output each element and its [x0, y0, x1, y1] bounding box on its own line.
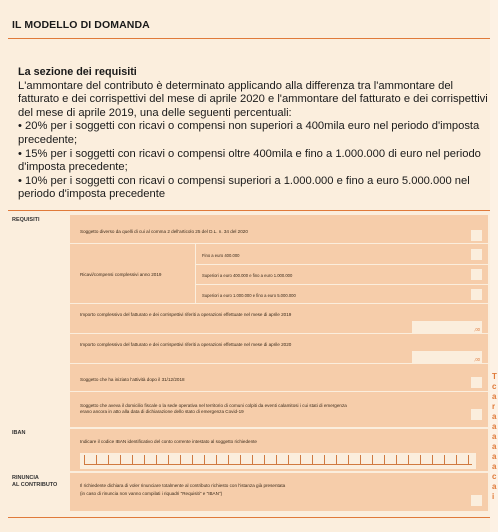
requisiti-row-text: Importo complessivo del fatturato e dei corrispettivi riferiti a operazioni effettuate nel mese di aprile 2020 [80, 342, 292, 347]
amount-input-aprile-2019[interactable] [412, 321, 482, 333]
checkbox-ricavi-1000000-5000000[interactable] [471, 289, 482, 300]
iban-box [70, 429, 488, 471]
requisiti-row-text: Soggetto che ha iniziato l'attività dopo il 31/12/2018 [80, 377, 185, 382]
requisiti-row-ricavi [70, 243, 488, 304]
bullet-10: • 10% per i soggetti con ricavi o compensi superiori a 1.000.000 e fino a euro 5.000.000 nel periodo d'imposta precedente [18, 174, 470, 201]
checkbox-soggetto-diverso[interactable] [471, 230, 482, 241]
bullet-20: • 20% per i soggetti con ricavi o compensi non superiori a 400mila euro nel periodo d'imposta precedente; [18, 120, 480, 146]
requisiti-row-inizio-attivita [70, 363, 488, 392]
ricavi-option-label: Fino a euro 400.000 [202, 253, 240, 258]
requisiti-label: REQUISITI [12, 217, 40, 223]
requisiti-row-text: Soggetto che aveva il domicilio fiscale o la sede operativa nel territorio di comuni colpiti da eventi calamitosi i cui stati di emergenza erano ancora in atto alla data di dichiarazione dello stato di emergenza Covid-19 [80, 403, 347, 414]
divider [195, 244, 196, 304]
checkbox-ricavi-400000-1000000[interactable] [471, 269, 482, 280]
application-form [8, 210, 490, 518]
cents-label: ,00 [474, 327, 480, 332]
requisiti-row-text: Soggetto diverso da quelli di cui al comma 2 dell'articolo 25 del D.L. n. 34 del 2020 [80, 229, 248, 234]
section-title: IL MODELLO DI DOMANDA [12, 19, 150, 31]
iban-input[interactable] [80, 453, 476, 469]
side-text-fragment [492, 372, 498, 502]
rinuncia-box [70, 473, 488, 511]
iban-baseline [84, 464, 472, 465]
requisiti-row-eventi-calamitosi [70, 391, 488, 428]
intro-paragraph: L'ammontare del contributo è determinato applicando alla differenza tra l'ammontare del fatturato e dei corrispettivi del mese di aprile 2020 e l'ammontare del fatturato e dei corrispettivi del mese di aprile 2019, una delle seguenti percentuali: [18, 79, 488, 119]
rinuncia-text-line2: (in caso di rinuncia non vanno compilati i riquadri "Requisiti" e "IBAN") [80, 491, 223, 496]
rinuncia-label [12, 475, 57, 488]
rinuncia-text-line1: Il richiedente dichiara di voler rinunciare totalmente al contributo richiesto con l'istanza già presentata [80, 483, 286, 488]
requisiti-row-soggetto [70, 215, 488, 243]
checkbox-inizio-attivita[interactable] [471, 377, 482, 388]
requisiti-row-fatturato-2019 [70, 303, 488, 334]
bullet-15: • 15% per i soggetti con ricavi o compensi oltre 400mila e fino a 1.000.000 di euro nel periodo d'imposta precedente; [18, 147, 481, 174]
divider [195, 284, 488, 285]
requisiti-row-text: Ricavi/compensi complessivi anno 2019 [80, 272, 162, 277]
requisiti-row-fatturato-2020 [70, 333, 488, 364]
iban-label: IBAN [12, 430, 26, 436]
section-header [8, 6, 492, 39]
intro-subtitle: La sezione dei requisiti [18, 66, 137, 78]
ricavi-option-label: Superiori a euro 1.000.000 e fino a euro 5.000.000 [202, 293, 296, 298]
divider [195, 264, 488, 265]
checkbox-ricavi-fino-400000[interactable] [471, 249, 482, 260]
checkbox-eventi-calamitosi[interactable] [471, 409, 482, 420]
iban-instruction: Indicare il codice IBAN identificativo del conto corrente intestato al soggetto richiedente [80, 439, 257, 444]
cents-label: ,00 [474, 357, 480, 362]
rinuncia-label-line2: AL CONTRIBUTO [12, 481, 58, 488]
intro-text [18, 66, 490, 202]
requisiti-box [70, 215, 488, 427]
requisiti-row-text: Importo complessivo del fatturato e dei corrispettivi riferiti a operazioni effettuate nel mese di aprile 2019 [80, 312, 292, 317]
ricavi-option-label: Superiori a euro 400.000 e fino a euro 1.000.000 [202, 273, 293, 278]
amount-input-aprile-2020[interactable] [412, 351, 482, 363]
checkbox-rinuncia[interactable] [471, 495, 482, 506]
rinuncia-label-line1: RINUNCIA [12, 475, 39, 481]
side-text: T c a r a a a a a a c a i [492, 372, 497, 501]
